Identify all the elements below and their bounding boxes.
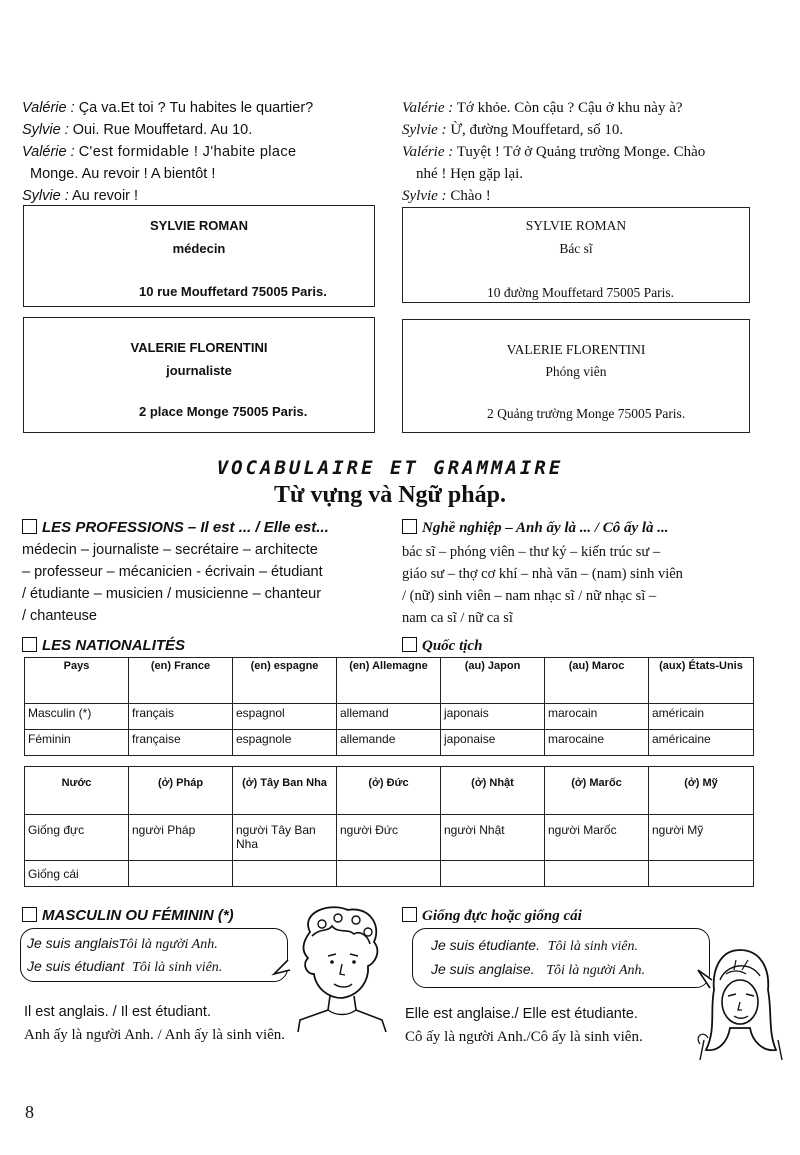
table-cell: Masculin (*) [25, 704, 129, 730]
professions-title-vn: Nghề nghiệp – Anh ấy là ... / Cô ấy là ... [402, 519, 669, 537]
table-header: (ở) Tây Ban Nha [233, 767, 337, 815]
dialogue-line: Valérie : Tuyệt ! Tớ ở Quảng trường Monge. Chào [402, 144, 706, 160]
table-header: (ở) Đức [337, 767, 441, 815]
table-cell: người Mỹ [649, 815, 754, 861]
business-card [402, 207, 750, 303]
dialogue-line: nhé ! Hẹn gặp lại. [416, 166, 524, 182]
dialogue-line: Sylvie : Chào ! [402, 188, 491, 204]
card-name: VALERIE FLORENTINI [130, 340, 268, 355]
table-cell: Féminin [25, 730, 129, 756]
speech-bubble-feminine [412, 928, 710, 988]
table-cell: người Marốc [545, 815, 649, 861]
dialogue-line: Sylvie : Au revoir ! [22, 188, 139, 204]
table-cell: espagnole [233, 730, 337, 756]
summary-feminine-vn: Cô ấy là người Anh./Cô ấy là sinh viên. [405, 1029, 643, 1045]
table-header: (en) espagne [233, 658, 337, 704]
gender-title-vn: Giống đực hoặc giống cái [402, 907, 582, 925]
table-cell: người Tây Ban Nha [233, 815, 337, 861]
table-cell: américaine [649, 730, 754, 756]
dialogue-line: Sylvie : Ừ, đường Mouffetard, số 10. [402, 122, 624, 138]
vocab-line: / chanteuse [22, 608, 97, 624]
table-header: Pays [25, 658, 129, 704]
table-cell: Giống đực [25, 815, 129, 861]
checkbox-icon [22, 907, 37, 922]
professions-list-vn [402, 541, 683, 629]
table-cell [545, 861, 649, 887]
table-header: (ở) Mỹ [649, 767, 754, 815]
vocab-line: – professeur – mécanicien - écrivain – étudiant [22, 564, 323, 580]
card-job: Bác sĩ [559, 241, 593, 256]
dialogue-line: Monge. Au revoir ! A bientôt ! [30, 166, 216, 182]
table-cell: allemand [337, 704, 441, 730]
table-header: (ở) Nhật [441, 767, 545, 815]
vocab-line: nam ca sĩ / nữ ca sĩ [402, 610, 513, 626]
table-row [25, 861, 754, 887]
table-header-row [25, 767, 754, 815]
card-name: VALERIE FLORENTINI [506, 342, 646, 357]
table-header: (en) France [129, 658, 233, 704]
vocab-line: giáo sư – thợ cơ khí – nhà văn – (nam) sinh viên [402, 566, 683, 582]
card-address: 2 Quảng trường Monge 75005 Paris. [487, 406, 686, 421]
bubble-line: Je suis étudiant Tôi là sinh viên. [27, 958, 223, 975]
nationalities-table-vn [24, 766, 754, 887]
vocab-line: / étudiante – musicien / musicienne – chanteur [22, 586, 322, 602]
professions-title-fr: LES PROFESSIONS – Il est ... / Elle est... [22, 519, 329, 536]
table-row [25, 730, 754, 756]
dialogue-line: Valérie : Tớ khỏe. Còn cậu ? Cậu ở khu này à? [402, 100, 683, 116]
table-header: Nước [25, 767, 129, 815]
table-header: (aux) États-Unis [649, 658, 754, 704]
table-cell: người Pháp [129, 815, 233, 861]
summary-feminine-fr: Elle est anglaise./ Elle est étudiante. [405, 1006, 638, 1022]
table-cell: américain [649, 704, 754, 730]
checkbox-icon [22, 637, 37, 652]
table-cell [649, 861, 754, 887]
nationalities-title-vn: Quốc tịch [402, 637, 482, 655]
checkbox-icon [402, 519, 417, 534]
table-cell [129, 861, 233, 887]
table-header: (au) Japon [441, 658, 545, 704]
card-address: 2 place Monge 75005 Paris. [139, 404, 308, 419]
table-cell: marocain [545, 704, 649, 730]
professions-list-fr [22, 539, 323, 627]
table-cell: français [129, 704, 233, 730]
dialogue-line: Sylvie : Oui. Rue Mouffetard. Au 10. [22, 122, 253, 138]
dialogue-line: Valérie : C'est formidable ! J'habite place [22, 144, 297, 160]
bubble-line: Je suis étudiante. Tôi là sinh viên. [431, 937, 638, 954]
checkbox-icon [402, 907, 417, 922]
card-address: 10 rue Mouffetard 75005 Paris. [139, 284, 327, 299]
table-row [25, 704, 754, 730]
card-name: SYLVIE ROMAN [525, 218, 627, 233]
boy-illustration-icon [270, 902, 400, 1032]
section-heading: VOCABULAIRE ET GRAMMAIRE [216, 457, 564, 479]
bubble-line: Je suis anglaisTôi là người Anh. [27, 935, 218, 952]
table-row [25, 815, 754, 861]
table-cell: française [129, 730, 233, 756]
table-cell: Giống cái [25, 861, 129, 887]
table-header: (ở) Marốc [545, 767, 649, 815]
vocab-line: bác sĩ – phóng viên – thư ký – kiến trúc sư – [402, 544, 661, 560]
business-card [23, 205, 375, 307]
table-cell [441, 861, 545, 887]
table-cell: japonaise [441, 730, 545, 756]
checkbox-icon [402, 637, 417, 652]
table-header: (ở) Pháp [129, 767, 233, 815]
checkbox-icon [22, 519, 37, 534]
table-cell [337, 861, 441, 887]
card-job: Phóng viên [545, 364, 607, 379]
table-header: (au) Maroc [545, 658, 649, 704]
table-cell: người Nhật [441, 815, 545, 861]
nationalities-title-fr: LES NATIONALITÉS [22, 637, 185, 654]
business-card [402, 319, 750, 433]
nationalities-table-fr [24, 657, 754, 756]
vocab-line: médecin – journaliste – secrétaire – architecte [22, 542, 318, 558]
section-subheading: Từ vựng và Ngữ pháp. [274, 482, 506, 508]
table-cell: allemande [337, 730, 441, 756]
table-cell: marocaine [545, 730, 649, 756]
table-cell: người Đức [337, 815, 441, 861]
table-header-row [25, 658, 754, 704]
page-number: 8 [25, 1102, 34, 1122]
card-job: médecin [172, 241, 226, 256]
dialogue-line: Valérie : Ça va.Et toi ? Tu habites le quartier? [22, 100, 314, 116]
card-name: SYLVIE ROMAN [150, 218, 248, 233]
table-cell: espagnol [233, 704, 337, 730]
bubble-line: Je suis anglaise. Tôi là người Anh. [431, 961, 646, 978]
table-cell: japonais [441, 704, 545, 730]
vocab-line: / (nữ) sinh viên – nam nhạc sĩ / nữ nhạc sĩ – [402, 588, 657, 604]
girl-illustration-icon [690, 940, 790, 1060]
card-job: journaliste [166, 363, 232, 378]
gender-title-fr: MASCULIN OU FÉMININ (*) [22, 907, 234, 924]
summary-masculine-fr: Il est anglais. / Il est étudiant. [24, 1004, 211, 1020]
table-header: (en) Allemagne [337, 658, 441, 704]
business-card [23, 317, 375, 433]
card-address: 10 đường Mouffetard 75005 Paris. [487, 285, 675, 300]
summary-masculine-vn: Anh ấy là người Anh. / Anh ấy là sinh viên. [24, 1027, 286, 1043]
table-cell [233, 861, 337, 887]
speech-bubble-masculine [20, 928, 288, 982]
